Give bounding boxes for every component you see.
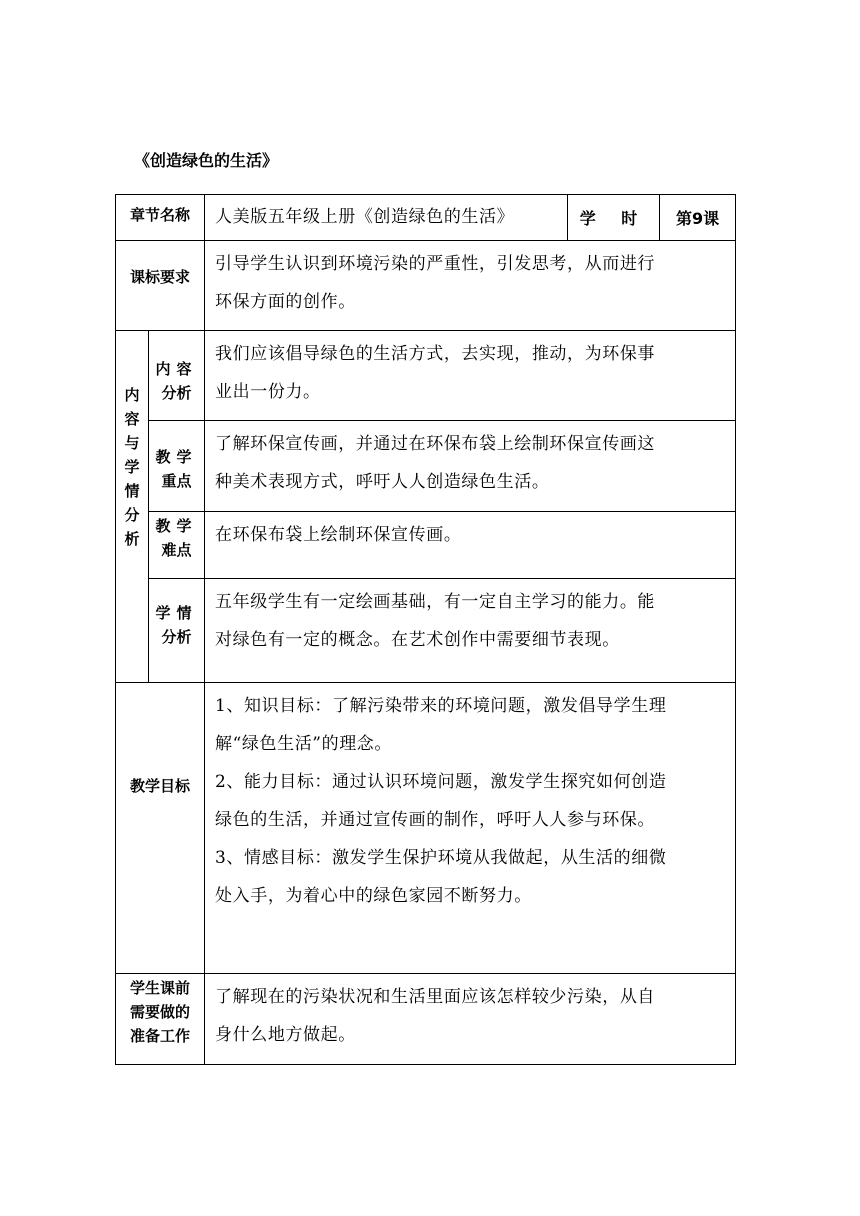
key-points-label <box>149 421 205 512</box>
content-line: 业出一份力。 <box>215 382 321 402</box>
content-analysis-label <box>149 331 205 421</box>
goals-row <box>116 683 736 974</box>
student-analysis-label <box>149 579 205 683</box>
prep-line: 身什么地方做起。 <box>215 1025 356 1045</box>
chapter-label: 章节名称 <box>116 195 205 241</box>
prep-label-line: 学生课前 <box>130 979 191 997</box>
analysis-group-label <box>116 331 149 683</box>
document-title: 《创造绿色的生活》 <box>134 151 279 170</box>
chapter-value: 人美版五年级上册《创造绿色的生活》 <box>205 195 568 241</box>
prep-row <box>116 974 736 1065</box>
prep-label-line: 需要做的 <box>130 1003 191 1021</box>
goal-line: 处入手，为着心中的绿色家园不断努力。 <box>215 886 532 906</box>
key-line: 种美术表现方式，呼吁人人创造绿色生活。 <box>215 472 550 492</box>
label-bottom: 分析 <box>161 628 192 646</box>
standard-row <box>116 241 736 331</box>
label-top: 学情 <box>155 604 198 622</box>
difficulty-row <box>116 512 736 579</box>
standard-line: 引导学生认识到环境污染的严重性，引发思考，从而进行 <box>215 254 656 274</box>
standard-line: 环保方面的创作。 <box>215 292 356 312</box>
student-analysis-row <box>116 579 736 683</box>
group-label-char: 内 <box>124 385 140 404</box>
lesson-plan-table <box>115 194 736 1065</box>
goal-line: 解“绿色生活”的理念。 <box>215 734 392 754</box>
goal-line: 绿色的生活，并通过宣传画的制作，呼吁人人参与环保。 <box>215 810 656 830</box>
goal-line: 2、能力目标：通过认识环境问题，激发学生探究如何创造 <box>215 772 667 792</box>
goals-text <box>205 683 736 974</box>
goals-label: 教学目标 <box>116 683 205 974</box>
label-top: 内容 <box>155 360 198 378</box>
standard-text <box>205 241 736 331</box>
label-bottom: 重点 <box>161 472 192 490</box>
key-points-row <box>116 421 736 512</box>
content-analysis-row <box>116 331 736 421</box>
hour-label: 学 时 <box>568 195 660 241</box>
content-analysis-text <box>205 331 736 421</box>
student-analysis-text <box>205 579 736 683</box>
difficulty-text <box>205 512 736 579</box>
lesson-number: 第9课 <box>660 195 736 241</box>
group-label-char: 析 <box>124 529 140 548</box>
key-line: 了解环保宣传画，并通过在环保布袋上绘制环保宣传画这 <box>215 434 656 454</box>
group-label-char: 分 <box>124 505 140 524</box>
student-line: 五年级学生有一定绘画基础，有一定自主学习的能力。能 <box>215 592 656 612</box>
difficulty-label <box>149 512 205 579</box>
group-label-char: 容 <box>124 409 140 428</box>
label-top: 教学 <box>155 517 198 535</box>
key-points-text <box>205 421 736 512</box>
prep-line: 了解现在的污染状况和生活里面应该怎样较少污染，从自 <box>215 987 656 1007</box>
group-label-char: 情 <box>124 481 140 500</box>
group-label-char: 学 <box>124 457 140 476</box>
prep-text <box>205 974 736 1065</box>
student-line: 对绿色有一定的概念。在艺术创作中需要细节表现。 <box>215 630 620 650</box>
label-bottom: 难点 <box>161 541 192 559</box>
standard-label: 课标要求 <box>116 241 205 331</box>
difficulty-line: 在环保布袋上绘制环保宣传画。 <box>215 525 462 545</box>
chapter-row <box>116 195 736 241</box>
prep-label-line: 准备工作 <box>130 1027 191 1045</box>
goal-line: 3、情感目标：激发学生保护环境从我做起，从生活的细微 <box>215 848 667 868</box>
label-bottom: 分析 <box>161 384 192 402</box>
group-label-char: 与 <box>124 433 140 452</box>
prep-label <box>116 974 205 1065</box>
content-line: 我们应该倡导绿色的生活方式，去实现，推动，为环保事 <box>215 344 656 364</box>
label-top: 教学 <box>155 448 198 466</box>
goal-line: 1、知识目标：了解污染带来的环境问题，激发倡导学生理 <box>215 696 667 716</box>
